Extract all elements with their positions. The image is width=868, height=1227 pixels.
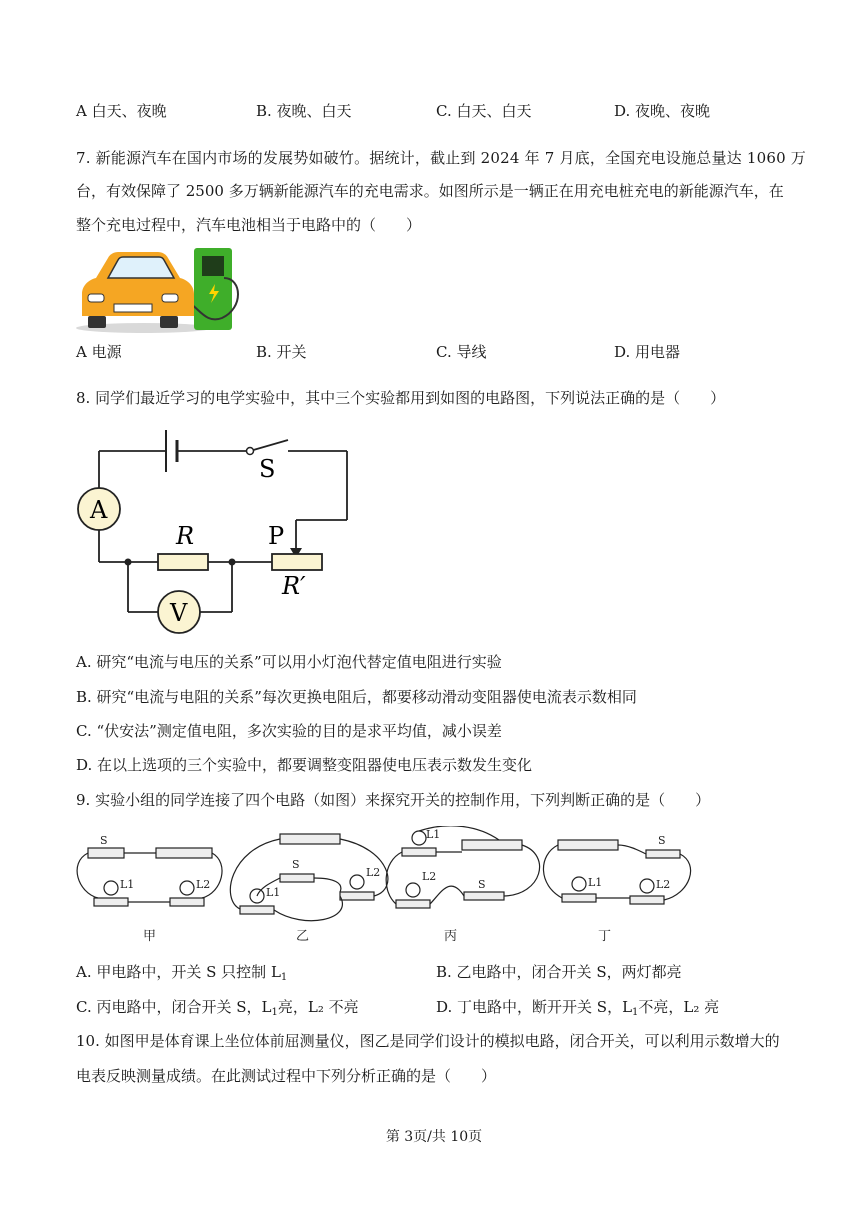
q7-option-a[interactable]: A 电源 [76,343,122,361]
caption-ding: 丁 [598,929,612,944]
q7-stem-line-3: 整个充电过程中，汽车电池相当于电路中的（ ） [76,216,422,234]
q9-option-b[interactable]: B. 乙电路中，闭合开关 S，两灯都亮 [436,963,682,981]
q8-stem: 8. 同学们最近学习的电学实验中，其中三个实验都用到如图的电路图，下列说法正确的是（ ） [76,389,726,407]
resistor-label: R [176,522,195,550]
ammeter-label: A [90,496,108,524]
fig-jia-l1-label: L1 [120,878,135,891]
q10-stem-line-2: 电表反映测量成绩。在此测试过程中下列分析正确的是（ ） [76,1067,497,1085]
fig-jia-switch-label: S [100,834,108,847]
fig-yi-switch-label: S [292,858,300,871]
q7-option-b[interactable]: B. 开关 [256,343,307,361]
q9-option-a[interactable]: A. 甲电路中，开关 S 只控制 $L_1$ [76,963,288,983]
rheostat-label: R′ [282,572,306,600]
q10-stem-line-1: 10. 如图甲是体育课上坐位体前屈测量仪，图乙是同学们设计的模拟电路，闭合开关，可以利用示数增大的 [76,1032,780,1050]
q6-option-b[interactable]: B. 夜晚、白天 [256,102,352,120]
caption-jia: 甲 [143,929,157,944]
q7-option-d[interactable]: D. 用电器 [614,343,681,361]
fig-ding-switch-label: S [658,834,666,847]
fig-ding-l1-label: L1 [588,876,603,889]
q8-circuit-diagram [74,424,364,638]
voltmeter-label: V [170,599,188,627]
q7-option-c[interactable]: C. 导线 [436,343,487,361]
q9-option-c[interactable]: C. 丙电路中，闭合开关 S，$L_1$亮，L₂ 不亮 [76,998,359,1018]
switch-label: S [259,455,276,483]
fig-bing-l2-label: L2 [422,870,437,883]
q8-option-b[interactable]: B. 研究“电流与电阻的关系”每次更换电阻后，都要移动滑动变阻器使电流表示数相同 [76,688,637,706]
fig-yi-l2-label: L2 [366,866,381,879]
fig-yi-l1-label: L1 [266,886,281,899]
q9-circuit-figures [70,826,710,948]
q6-option-a[interactable]: A 白天、夜晚 [76,102,167,120]
q8-option-d[interactable]: D. 在以上选项的三个实验中，都要调整变阻器使电压表示数发生变化 [76,756,533,774]
fig-bing-switch-label: S [478,878,486,891]
q6-option-d[interactable]: D. 夜晚、夜晚 [614,102,711,120]
caption-yi: 乙 [296,929,310,944]
page-number: 第 3页/共 10页 [385,1129,483,1145]
q8-option-c[interactable]: C. “伏安法”测定值电阻，多次实验的目的是求平均值，减小误差 [76,722,502,740]
fig-ding-l2-label: L2 [656,878,671,891]
caption-bing: 丙 [444,929,458,944]
q7-stem-line-1: 7. 新能源汽车在国内市场的发展势如破竹。据统计，截止到 2024 年 7 月底，全国充电设施总量达 1060 万 [76,149,806,167]
car-charging-illustration [74,244,250,336]
fig-jia-l2-label: L2 [196,878,211,891]
q7-stem-line-2: 台，有效保障了 2500 多万辆新能源汽车的充电需求。如图所示是一辆正在用充电桩充电的新能源汽车，在 [76,182,784,200]
q9-option-d[interactable]: D. 丁电路中，断开开关 S，$L_1$不亮，L₂ 亮 [436,998,720,1018]
fig-bing-l1-label: L1 [426,828,441,841]
q8-option-a[interactable]: A. 研究“电流与电压的关系”可以用小灯泡代替定值电阻进行实验 [76,653,502,671]
q6-option-c[interactable]: C. 白天、白天 [436,102,532,120]
slider-label: P [268,522,285,550]
q9-stem: 9. 实验小组的同学连接了四个电路（如图）来探究开关的控制作用，下列判断正确的是（ ） [76,791,711,809]
